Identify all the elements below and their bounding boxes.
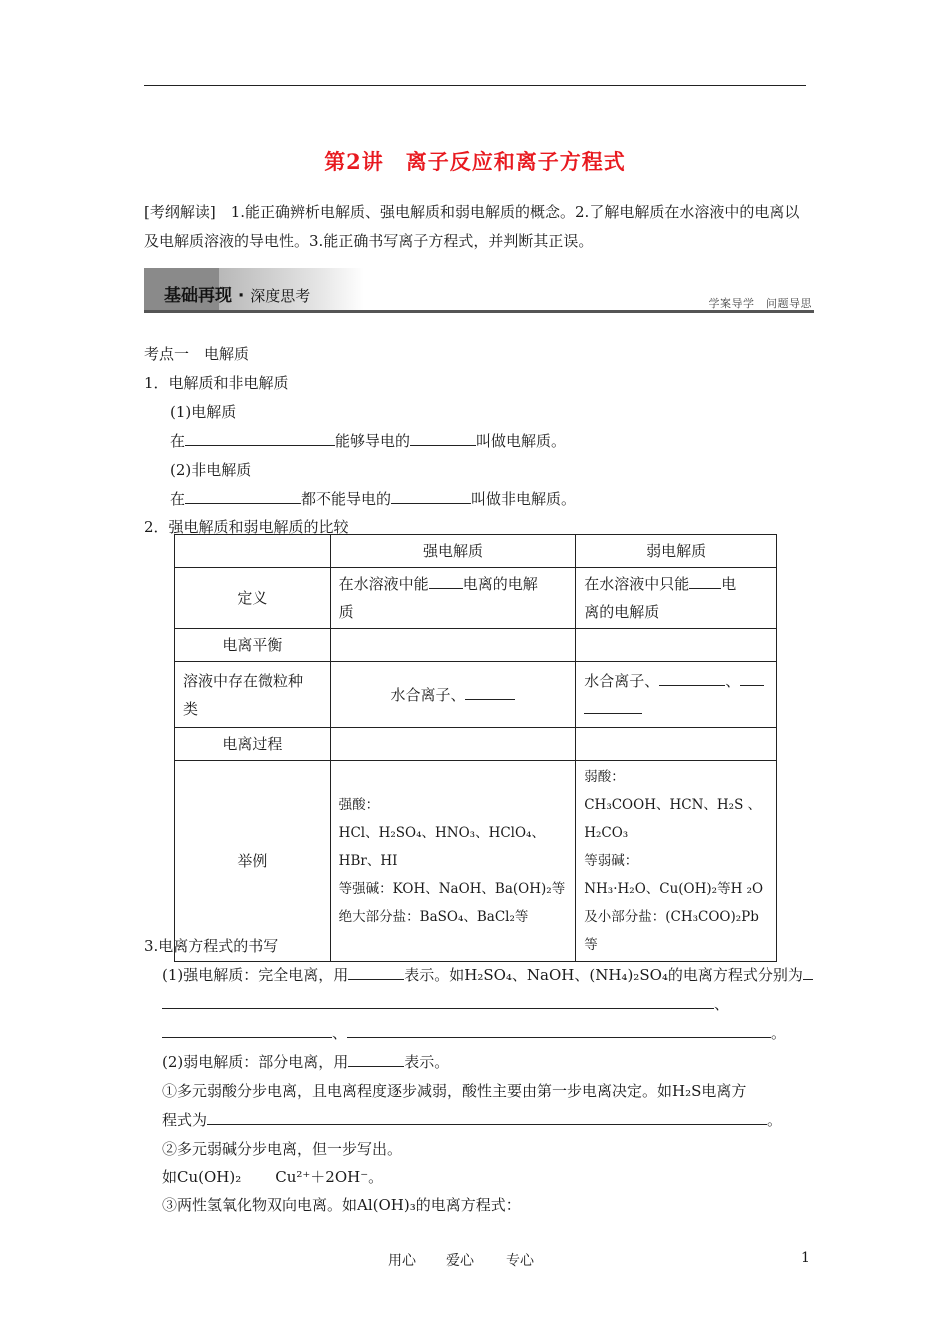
table-cell: 水合离子、 <box>330 662 576 728</box>
table-cell <box>330 728 576 761</box>
row-label: 溶液中存在微粒种 类 <box>175 662 331 728</box>
answer-blank[interactable] <box>347 1023 771 1038</box>
answer-blank[interactable] <box>162 994 714 1009</box>
table-cell: 强酸： HCl、H₂SO₄、HNO₃、HClO₄、HBr、HI 等强碱：KOH、NaOH、Ba(OH)₂等 绝大部分盐：BaSO₄、BaCl₂等 <box>330 761 576 962</box>
row-label: 举例 <box>175 761 331 962</box>
sub-heading: (1)电解质 <box>170 403 237 421</box>
banner-title: 基础再现 · 深度思考 <box>164 286 311 306</box>
answer-blank[interactable] <box>659 671 725 686</box>
item-heading: 1．电解质和非电解质 <box>144 374 289 392</box>
syllabus-intro: [考纲解读] 1.能正确辨析电解质、强电解质和弱电解质的概念。2.了解电解质在水溶液中的电离以及电解质溶液的导电性。3.能正确书写离子方程式，并判断其正误。 <box>144 203 800 250</box>
table-cell: 在水溶液中只能 电 离的电解质 <box>576 568 777 629</box>
answer-blank[interactable] <box>207 1110 767 1125</box>
equation-line: 如Cu(OH)₂ Cu²⁺＋2OH⁻。 <box>162 1168 384 1186</box>
section-heading: 3.电离方程式的书写 <box>144 937 279 955</box>
table-row <box>175 568 777 629</box>
answer-blank[interactable] <box>410 431 476 446</box>
table-cell: 在水溶液中能 电离的电解 质 <box>330 568 576 629</box>
fill-blank-line: 、 。 <box>162 1022 786 1043</box>
item-heading: 2．强电解质和弱电解质的比较 <box>144 518 349 536</box>
table-cell <box>576 629 777 662</box>
table-header-strong: 强电解质 <box>330 535 576 568</box>
answer-blank[interactable] <box>740 671 764 686</box>
row-label: 电离平衡 <box>175 629 331 662</box>
table-cell: 弱酸： CH₃COOH、HCN、H₂S 、H₂CO₃ 等弱碱： NH₃·H₂O、Cu(OH)₂等H ₂O 及小部分盐：(CH₃COO)₂Pb 等 <box>576 761 777 962</box>
answer-blank[interactable] <box>185 431 335 446</box>
banner-tagline: 学案导学 问题导思 <box>708 297 812 310</box>
table-header-weak: 弱电解质 <box>576 535 777 568</box>
paragraph-line: ①多元弱酸分步电离，且电离程度逐步减弱，酸性主要由第一步电离决定。如H₂S电离方 <box>162 1082 747 1100</box>
table-row <box>175 535 777 568</box>
paragraph-line: ③两性氢氧化物双向电离。如Al(OH)₃的电离方程式： <box>162 1196 521 1214</box>
answer-blank[interactable] <box>803 965 813 980</box>
answer-blank[interactable] <box>689 574 721 589</box>
answer-blank[interactable] <box>348 1052 404 1067</box>
answer-blank[interactable] <box>391 489 471 504</box>
table-cell <box>330 629 576 662</box>
answer-blank[interactable] <box>429 574 463 589</box>
answer-blank[interactable] <box>185 489 301 504</box>
fill-blank-line: 在 都不能导电的 叫做非电解质。 <box>170 490 577 508</box>
table-cell: 水合离子、 、 <box>576 662 777 728</box>
footer-motto-1: 用心 <box>388 1253 416 1269</box>
table-cell <box>576 728 777 761</box>
answer-blank[interactable] <box>348 965 404 980</box>
header-rule <box>144 85 806 86</box>
page-number: 1 <box>801 1250 810 1266</box>
row-label: 电离过程 <box>175 728 331 761</box>
footer-motto-3: 专心 <box>506 1253 534 1269</box>
section-banner <box>144 268 814 314</box>
table-row <box>175 761 777 962</box>
answer-blank[interactable] <box>584 699 642 714</box>
page-title: 第2讲 离子反应和离子方程式 <box>324 149 626 174</box>
comparison-table <box>174 534 777 962</box>
table-row <box>175 629 777 662</box>
table-cell <box>175 535 331 568</box>
table-row <box>175 662 777 728</box>
footer-motto-2: 爱心 <box>446 1253 474 1269</box>
table-row <box>175 728 777 761</box>
fill-blank-line: 、 <box>162 993 729 1014</box>
fill-blank-line: (2)弱电解质：部分电离，用 表示。 <box>162 1053 450 1071</box>
sub-heading: (2)非电解质 <box>170 461 252 479</box>
fill-blank-line: 在 能够导电的 叫做电解质。 <box>170 432 567 450</box>
answer-blank[interactable] <box>465 685 515 700</box>
paragraph-line: ②多元弱碱分步电离，但一步写出。 <box>162 1140 403 1158</box>
row-label: 定义 <box>175 568 331 629</box>
answer-blank[interactable] <box>162 1023 332 1038</box>
section-heading: 考点一 电解质 <box>144 345 250 363</box>
fill-blank-line: 程式为 。 <box>162 1111 783 1129</box>
fill-blank-line: (1)强电解质：完全电离，用 表示。如H₂SO₄、NaOH、(NH₄)₂SO₄的电离方程式分别为 <box>162 964 813 985</box>
